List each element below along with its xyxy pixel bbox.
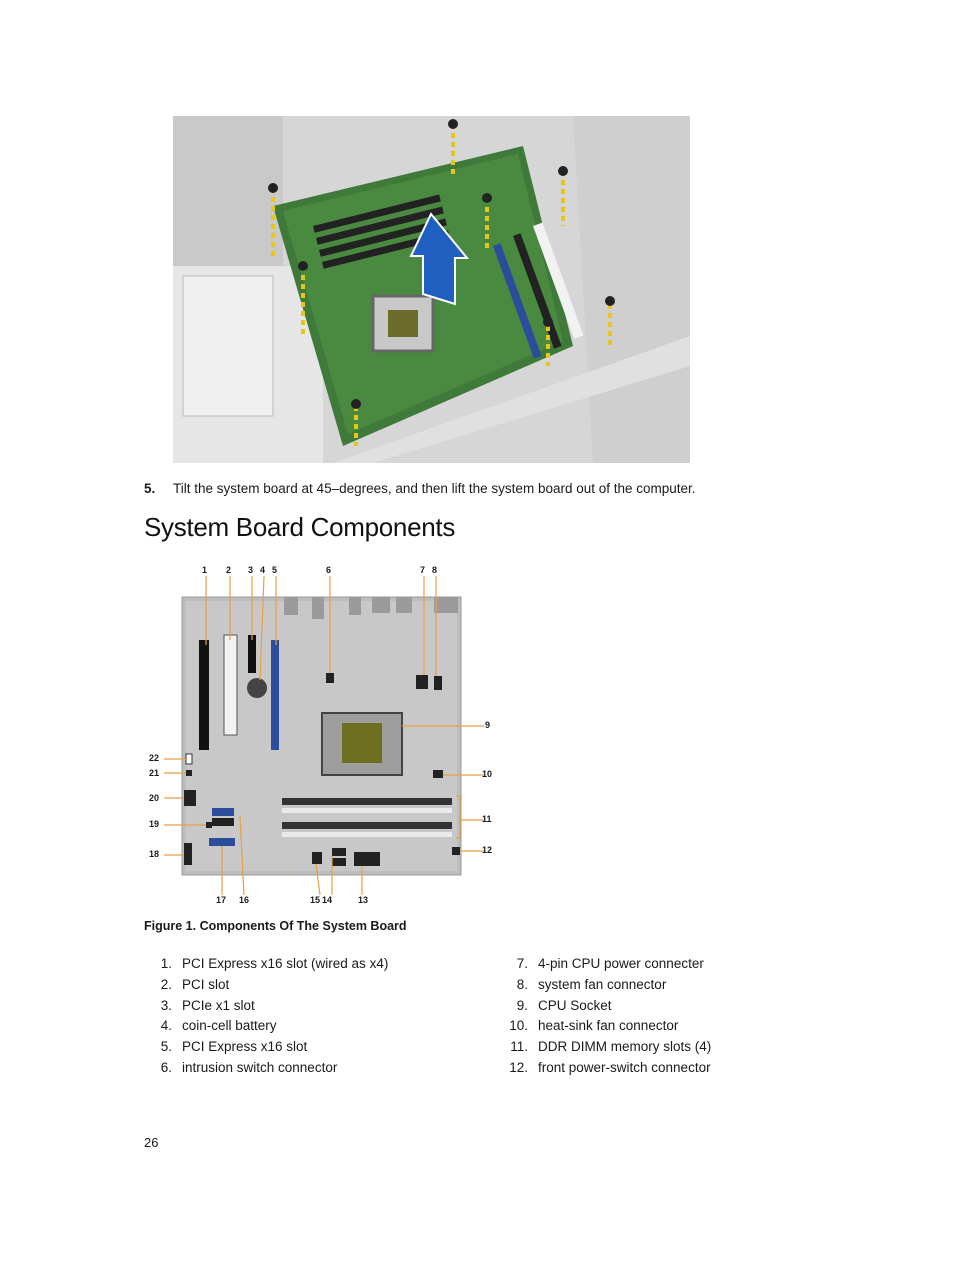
callout-9: 9 [485,720,491,730]
callout-8: 8 [432,565,438,575]
callout-11: 11 [482,814,492,824]
callout-19: 19 [149,819,160,829]
callout-15: 15 [310,895,321,905]
callout-14: 14 [322,895,333,905]
components-list-right [500,954,800,1079]
list-item: 4. coin-cell battery [160,1018,277,1034]
callout-3: 3 [248,565,254,575]
list-item: 12. front power-switch connector [509,1059,711,1075]
callout-12: 12 [482,845,493,855]
list-item: 1. PCI Express x16 slot (wired as x4) [160,956,389,971]
system-board-removal-photo [173,116,690,463]
callout-7: 7 [420,565,426,575]
callout-17: 17 [216,895,227,905]
callout-13: 13 [358,895,369,905]
list-item: 2. PCI slot [160,976,230,992]
callout-5: 5 [272,565,278,575]
callout-2: 2 [226,565,232,575]
figure-caption: Figure 1. Components Of The System Board [144,919,407,933]
system-board-diagram [144,560,504,912]
page-number: 26 [144,1135,159,1150]
callout-20: 20 [149,793,160,803]
list-item: 3. PCIe x1 slot [160,997,255,1013]
list-item: 11. DDR DIMM memory slots (4) [510,1039,712,1055]
motherboard-photo-icon [173,116,690,463]
callout-4: 4 [260,565,266,575]
callout-21: 21 [149,768,160,778]
callout-6: 6 [326,565,332,575]
list-item: 10. heat-sink fan connector [509,1018,679,1034]
callout-1: 1 [202,565,208,575]
list-item: 6. intrusion switch connector [160,1059,338,1075]
list-item: 5. PCI Express x16 slot [160,1039,308,1055]
callout-16: 16 [239,895,250,905]
callout-10: 10 [482,769,493,779]
list-item: 7. 4-pin CPU power connecter [516,956,704,971]
components-list-left [144,954,484,1079]
callout-18: 18 [149,849,160,859]
callout-22: 22 [149,753,160,763]
step-number: 5. [144,481,156,496]
section-heading: System Board Components [144,512,456,542]
list-item: 8. system fan connector [516,976,667,992]
step-text: Tilt the system board at 45–degrees, and then lift the system board out of the computer. [173,481,696,496]
system-board-diagram-icon [144,560,504,912]
list-item: 9. CPU Socket [516,997,612,1013]
